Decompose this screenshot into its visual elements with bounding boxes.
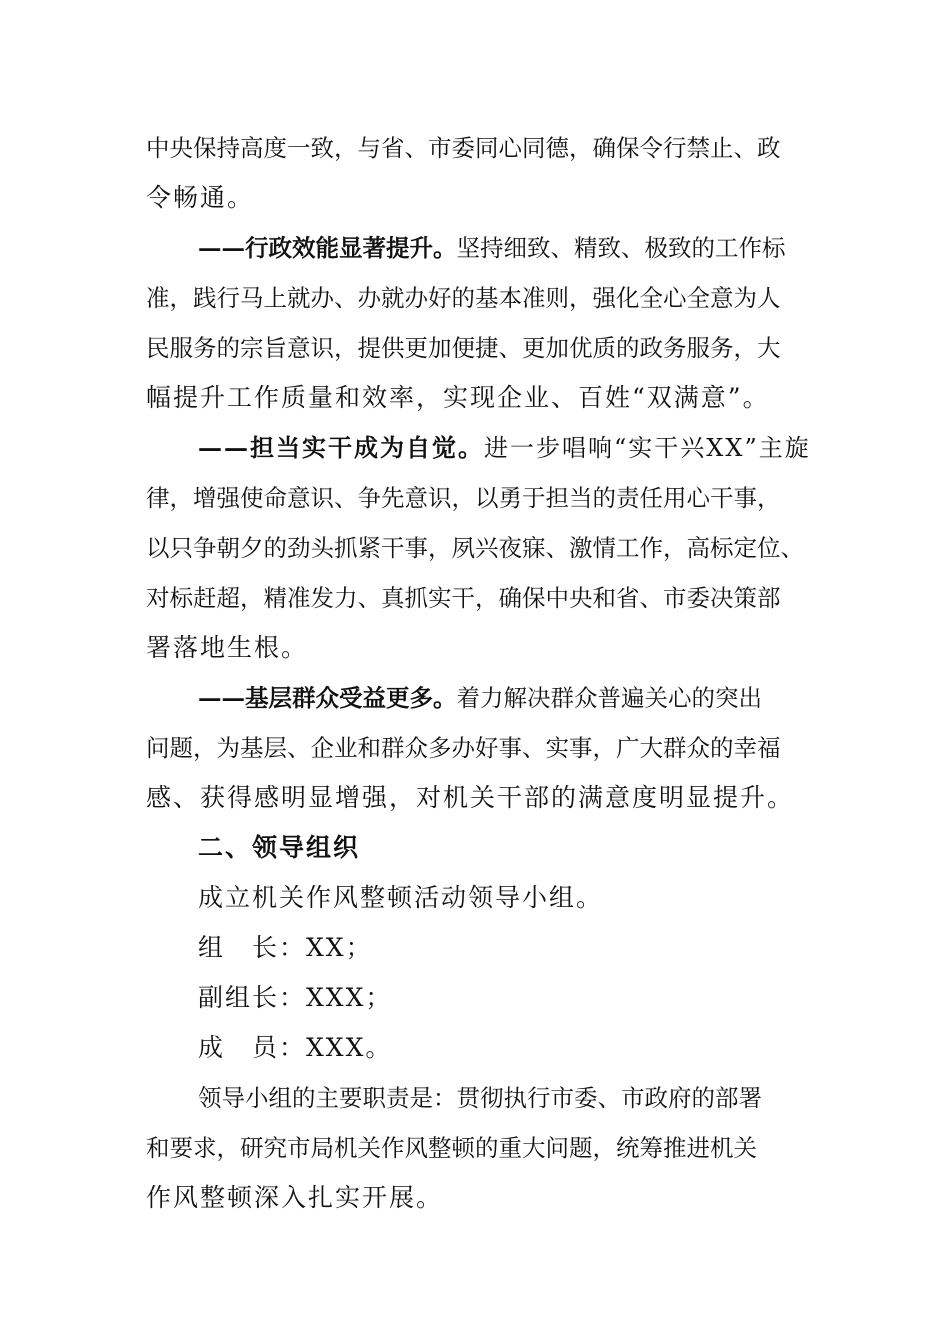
paragraph-3-line-4: 对标赶超，精准发力、真抓实干，确保中央和省、市委决策部 xyxy=(146,584,781,612)
paragraph-2-lead: ——行政效能显著提升。 xyxy=(198,234,457,262)
paragraph-4-line-3: 感、获得感明显增强，对机关干部的满意度明显提升。 xyxy=(146,783,795,812)
deputy-leader-line: 副组长：XXX； xyxy=(198,983,393,1012)
paragraph-3-line-2: 律，增强使命意识、争先意识，以勇于担当的责任用心干事， xyxy=(146,484,781,512)
paragraph-4-line-2: 问题，为基层、企业和群众多办好事、实事，广大群众的幸福 xyxy=(146,734,781,762)
paragraph-4-line-1 xyxy=(146,673,811,723)
paragraph-2-line-1-rest: 坚持细致、精致、极致的工作标 xyxy=(456,234,786,262)
paragraph-3-line-5: 署落地生根。 xyxy=(146,633,309,662)
paragraph-6-line-3: 作风整顿深入扎实开展。 xyxy=(146,1183,444,1212)
paragraph-4-line-1-rest: 着力解决群众普遍关心的突出 xyxy=(456,684,762,712)
paragraph-6-line-2: 和要求，研究市局机关作风整顿的重大问题，统筹推进机关 xyxy=(146,1134,757,1162)
paragraph-2-line-4: 幅提升工作质量和效率，实现企业、百姓“双满意”。 xyxy=(146,383,770,412)
paragraph-2-line-1 xyxy=(146,223,811,273)
paragraph-3-line-1 xyxy=(146,423,811,473)
paragraph-2-line-2: 准，践行马上就办、办就办好的基本准则，强化全心全意为人 xyxy=(146,284,781,312)
paragraph-4-lead: ——基层群众受益更多。 xyxy=(198,684,457,712)
paragraph-6-line-1: 领导小组的主要职责是：贯彻执行市委、市政府的部署 xyxy=(198,1084,762,1112)
paragraph-2-line-3: 民服务的宗旨意识，提供更加便捷、更加优质的政务服务，大 xyxy=(146,334,781,362)
section-heading: 二、领导组织 xyxy=(198,833,361,862)
group-leader-line: 组 长：XX； xyxy=(198,933,373,962)
members-line: 成 员：XXX。 xyxy=(198,1033,393,1062)
paragraph-3-line-3: 以只争朝夕的劲头抓紧干事，夙兴夜寐、激情工作，高标定位、 xyxy=(146,534,804,562)
paragraph-3-lead: ——担当实干成为自觉。 xyxy=(198,433,484,462)
paragraph-3-line-1-rest: 进一步唱响“实干兴XX”主旋 xyxy=(484,434,811,462)
paragraph-5: 成立机关作风整顿活动领导小组。 xyxy=(198,883,604,912)
paragraph-1-line-2: 令畅通。 xyxy=(146,183,255,212)
document-body xyxy=(146,123,811,1223)
paragraph-1-line-1: 中央保持高度一致，与省、市委同心同德，确保令行禁止、政 xyxy=(146,134,781,162)
